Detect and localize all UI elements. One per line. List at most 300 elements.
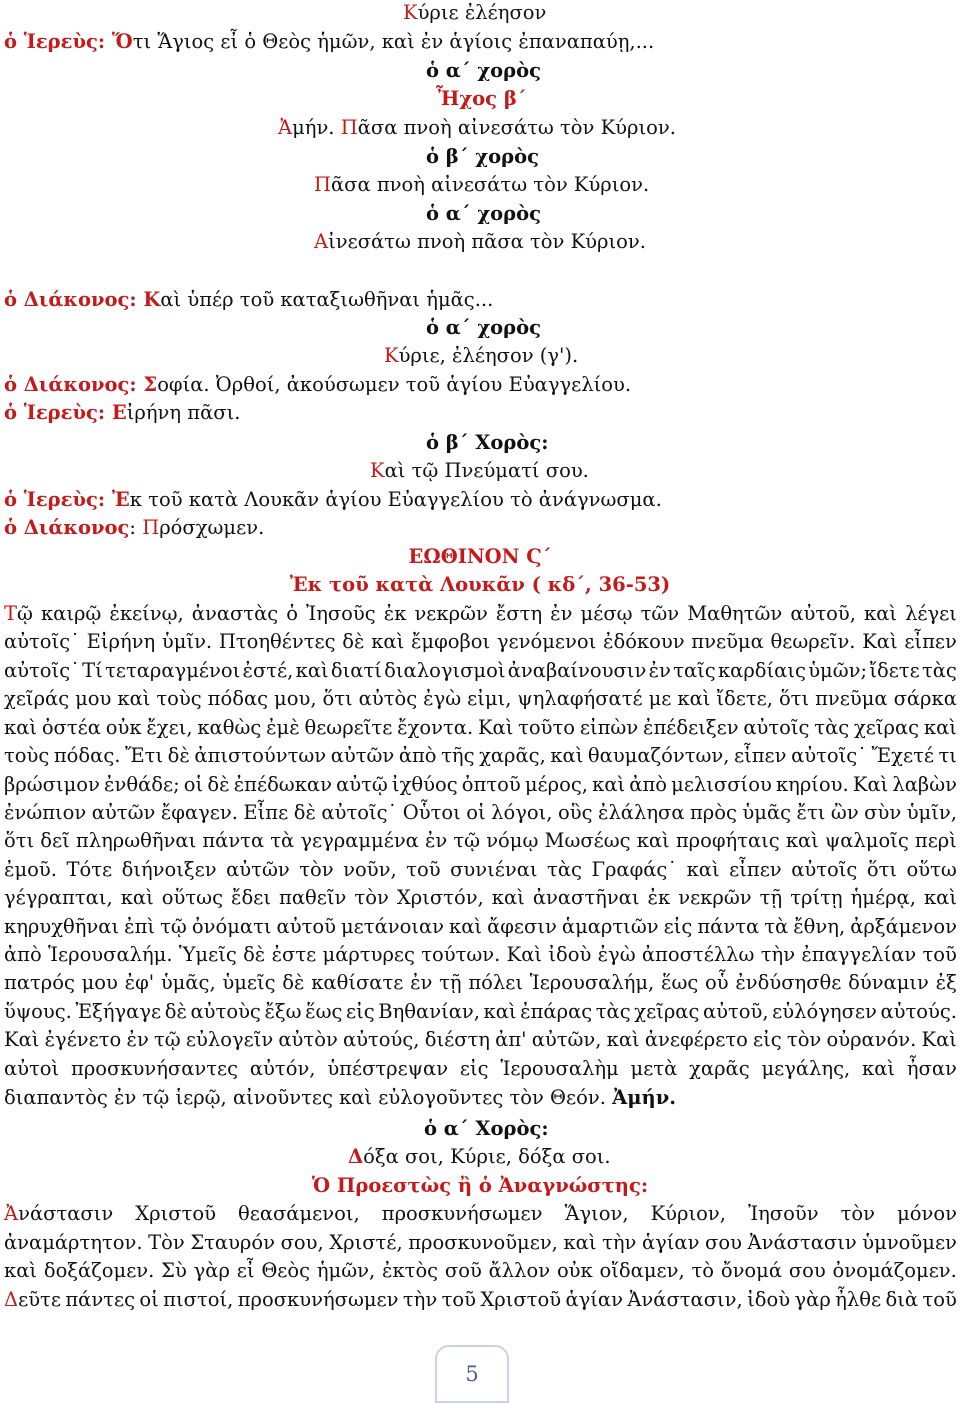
word: δὲ [293, 800, 316, 824]
word: ὑμῖν, [906, 800, 957, 824]
word: εἶπεν [904, 630, 957, 654]
word: ἀπ' [495, 1028, 527, 1052]
word: ψαλμοῖς [824, 829, 909, 853]
word: ὀπτοῦ [461, 772, 521, 796]
text-line [4, 1228, 957, 1257]
word: Οὗτοι [402, 800, 461, 824]
word: ἕως [305, 999, 343, 1023]
word: ἁμαρτιῶν [561, 914, 659, 938]
word: αὐτῶν [330, 744, 395, 768]
word: ψηλαφήσατέ [517, 687, 643, 711]
word: γὰρ [794, 1287, 831, 1311]
word: ἔθνη, [793, 914, 846, 938]
word: μεγάλης, [761, 1056, 851, 1080]
word: βρώσιμον [4, 772, 100, 796]
word: εἰς [459, 1056, 489, 1080]
word: Σταυρόν [190, 1230, 275, 1254]
word: δὲ [164, 999, 187, 1023]
word: νοῦν, [343, 857, 397, 881]
word: ἰδοὺ [548, 943, 592, 967]
text-line [4, 656, 957, 685]
word: πληρωθῆναι [75, 829, 197, 853]
text-line [4, 713, 957, 742]
word: προσκυνήσωμεν [381, 1202, 543, 1225]
word: Σὺ [161, 1259, 187, 1282]
word: τοῦ [922, 1287, 957, 1311]
word: μετὰ [630, 1056, 678, 1080]
red-initial: Ἀ [4, 1202, 19, 1225]
word: ἡμῶν, [316, 1259, 376, 1282]
word: τὰς [921, 658, 957, 682]
text: ύριε, ἐλέησον (γ'). [398, 344, 579, 367]
word: πόλει [468, 971, 523, 995]
speaker-label: ὁ Ἱερεὺς: Ε [4, 401, 127, 424]
text-line [4, 826, 957, 855]
text-line [4, 1256, 957, 1285]
word: αὐτούς, [342, 1028, 420, 1052]
chorus-a-heading: ὁ α΄ χορὸς [426, 202, 542, 225]
word: ταῖς [673, 658, 716, 682]
word: ἐπάρας [520, 999, 593, 1023]
word: ὑμνοῦμεν [862, 1230, 957, 1254]
word: οὐκ [556, 1259, 593, 1282]
word: κηρίου. [775, 772, 849, 796]
red-initial: Δ [348, 1145, 364, 1168]
word: μετάνοιαν [341, 914, 444, 938]
word: πόδας [207, 687, 269, 711]
word: Τότε [66, 857, 113, 881]
word: ἔδει [231, 886, 271, 910]
word: ὑμᾶς, [160, 971, 216, 995]
word: ἔστη [495, 602, 543, 625]
word: ἐστε [271, 943, 317, 967]
chorus-a-heading: ὁ α΄ χορὸς [426, 316, 542, 339]
word: ἐκ [383, 602, 407, 625]
word: ἐνώπιον [4, 800, 87, 824]
word: καὶ [606, 1028, 640, 1052]
word: τὸν [786, 1028, 822, 1052]
word: τὴν [402, 1287, 438, 1311]
word: τούτων. [421, 943, 501, 967]
word: αὐτοῦ [276, 914, 336, 938]
word: καὶ [4, 1259, 38, 1282]
red-initial: Π [340, 116, 358, 139]
word: πάντα [202, 829, 265, 853]
word: οἴδαμεν, [599, 1259, 685, 1282]
word: προσκυνοῦμεν, [408, 1230, 558, 1254]
word: ἁγίαν [565, 1287, 623, 1311]
word: Ἅγιον, [564, 1202, 629, 1225]
word: Εἶπε [243, 800, 289, 824]
word: πόδας. [53, 744, 121, 768]
word: Χριστοῦ [135, 1202, 216, 1225]
speaker-label: ὁ Ἱερεὺς: Ἐ [4, 488, 130, 511]
deacon-line-1 [4, 285, 493, 314]
word: ἐμοῦ. [4, 857, 57, 881]
word: ὁ [286, 602, 298, 625]
word: σου [788, 1259, 826, 1282]
word: τοῦ [406, 857, 441, 881]
red-initial: Κ [403, 1, 418, 24]
word: Εἰρήνη [86, 630, 156, 654]
word: Ἀνάστασιν [747, 1230, 857, 1254]
word: δὲ [243, 943, 266, 967]
text: αὶ τῷ Πνεύματί σου. [384, 459, 589, 482]
word: ἦσαν [906, 1056, 957, 1080]
word: πιστοί, [163, 1287, 234, 1311]
word: τὰ [764, 914, 789, 938]
red-initial: Π [142, 516, 160, 539]
word: καὶ [864, 602, 898, 625]
text-line [4, 912, 957, 941]
page-number-box [435, 1345, 509, 1403]
word: Ἰησοῦν [747, 1202, 819, 1225]
word: Καὶ [4, 1028, 40, 1052]
word: τοὺς [4, 744, 50, 768]
word: αὐτοὶ [4, 1056, 60, 1080]
word: αὐτοῖς˙ [321, 800, 398, 824]
word: ἐλάλησα [597, 800, 685, 824]
word: θεωρεῖν. [770, 630, 856, 654]
gospel-reference: Ἐκ τοῦ κατὰ Λουκᾶν ( κδ΄, 36-53) [289, 573, 671, 596]
word: προσκυνήσωμεν [237, 1287, 399, 1311]
word: πάντα [697, 914, 760, 938]
word: χεῖρας [634, 999, 700, 1023]
word: ἐδόκουν [602, 630, 685, 654]
priest-line-3 [4, 485, 662, 514]
word: τῇ [759, 886, 783, 910]
word: ἀπὸ [629, 772, 668, 796]
word: μόνον [897, 1202, 957, 1225]
text-line [4, 1054, 957, 1083]
word: τοὺς [156, 687, 202, 711]
word: ἴδετε, [716, 687, 773, 711]
word: ἐν [550, 602, 573, 625]
word: ὑπέστρεψαν [327, 1056, 449, 1080]
word: αὐτῷ [336, 772, 388, 796]
word: δὲ [282, 971, 305, 995]
word: Κύριον, [650, 1202, 726, 1225]
word: τοῦ [441, 1287, 476, 1311]
word: σοῦ [444, 1259, 482, 1282]
word: καὶ [483, 999, 517, 1023]
word: καὶ [117, 687, 151, 711]
word: ὑμῖν. [161, 630, 213, 654]
word: οἱ [139, 1287, 159, 1311]
word: ἐφ' [124, 971, 155, 995]
word: ἐπέδωκαν [233, 772, 332, 796]
word: Βηθανίαν, [378, 999, 480, 1023]
text: μήν. [292, 116, 341, 139]
word: ἁγίαν [641, 1230, 700, 1254]
word: εἰς [753, 1028, 782, 1052]
text-line [4, 741, 957, 770]
word: ἐκείνῳ, [109, 602, 184, 625]
word: Καὶ [506, 943, 543, 967]
word: οὗ [705, 971, 729, 995]
word: τι [938, 744, 957, 768]
pasa-pnoi-line [314, 170, 649, 199]
word: καὶ [677, 687, 711, 711]
word: ἔφαγεν. [160, 800, 238, 824]
word: Ἔτι [125, 744, 164, 768]
priest-line-1 [4, 27, 654, 56]
text-line [4, 1025, 957, 1054]
red-initial: Α [314, 230, 329, 253]
word: τὸν [354, 886, 389, 910]
word: Ἰησοῦς [306, 602, 376, 625]
word: καὶ [785, 829, 819, 853]
word: Ἀνάστασιν, [627, 1287, 743, 1311]
word: καὶ [4, 715, 38, 739]
word: εἰς [663, 914, 693, 938]
red-initial: Κ [370, 459, 385, 482]
word: Καὶ [921, 1028, 957, 1052]
red-initial: Π [314, 173, 332, 196]
word: καὶ [449, 914, 483, 938]
word: ὅτι [866, 857, 898, 881]
word: οὕτω [906, 857, 957, 881]
word: δεῖ [40, 829, 70, 853]
deacon-line-3 [4, 513, 264, 542]
red-initial: Κ [384, 344, 399, 367]
word: καὶ [923, 886, 957, 910]
word: εἶπεν [733, 744, 787, 768]
word: αὐτοῖς [743, 715, 810, 739]
word: ἀποστέλλω [641, 943, 755, 967]
word: δοξάζομεν. [43, 1259, 155, 1282]
word: αὐτῶν [226, 857, 290, 881]
text: ρόσχωμεν. [159, 516, 265, 539]
word: καὶ [120, 886, 154, 910]
word: καὶ [550, 744, 584, 768]
word: οἱ [183, 772, 204, 796]
word: τρίτῃ [790, 886, 843, 910]
word: τῷ [453, 829, 481, 853]
word: γὰρ [193, 1259, 230, 1282]
word: πνεῦμα [815, 687, 888, 711]
word: τεταραγμένοι [105, 658, 241, 682]
word: ἔτι [796, 800, 826, 824]
text: ἰνεσάτω πνοὴ πᾶσα τὸν Κύριον. [328, 230, 646, 253]
text-line [4, 684, 957, 713]
word: ἐν [126, 1028, 149, 1052]
word: καρδίαις [717, 658, 806, 682]
word: Δεῦτε [4, 1287, 61, 1311]
word: πνεῦμα [691, 630, 764, 654]
word: γέγραπται, [4, 886, 113, 910]
word: θεασάμενοι, [237, 1202, 360, 1225]
word: χαρᾶς, [479, 744, 546, 768]
word: ἡμέρᾳ, [850, 886, 916, 910]
text-line [4, 627, 957, 656]
text: ἰρήνη πᾶσι. [126, 401, 241, 424]
word: περὶ [914, 829, 957, 853]
word: εἰς [346, 999, 375, 1023]
word: ἀπιστούντων [194, 744, 327, 768]
word: αὐτῶν [91, 800, 156, 824]
word: διέστη [424, 1028, 490, 1052]
word: Μαθητῶν [687, 602, 783, 625]
word: Μωσέως [544, 829, 631, 853]
word: μάρτυρες [322, 943, 415, 967]
word: Ἐξήγαγε [75, 999, 162, 1023]
word: ἔχοντα. [397, 715, 474, 739]
word: νεκρῶν [678, 886, 752, 910]
word: αὐτοῦ, [790, 602, 856, 625]
word: αὐτοῦ, [702, 999, 769, 1023]
word: τῇ [439, 971, 462, 995]
word: Χριστόν, [396, 886, 484, 910]
word: κηρυχθῆναι [4, 914, 120, 938]
red-initial: Δ [4, 1287, 19, 1311]
word: ἐγὼ [423, 687, 462, 711]
word: καὶ [862, 1056, 896, 1080]
echos-heading: Ἦχος β΄ [436, 87, 527, 110]
word: Τί [82, 658, 103, 682]
word: εἰμι, [467, 687, 512, 711]
word: λαβὼν [892, 772, 957, 796]
text: διαπαντὸς ἐν τῷ ἱερῷ, αἰνοῦντες καὶ εὐλογοῦντες τὸν Θεόν. [4, 1086, 606, 1109]
text-line [4, 855, 957, 884]
word: ἐν [424, 829, 448, 853]
word: διατί [330, 658, 382, 682]
word: τὰς [595, 999, 631, 1023]
word: τὸ [691, 1259, 715, 1282]
word: μέσῳ [580, 602, 633, 625]
word: ἐκτὸς [382, 1259, 439, 1282]
ainesato-line [314, 227, 646, 256]
word: ἐστέ, [242, 658, 294, 682]
word: ὕψους. [4, 999, 72, 1023]
word: ἦλθε [835, 1287, 882, 1311]
text: ᾶσα πνοὴ αἰνεσάτω τὸν Κύριον. [357, 116, 676, 139]
word: μέρος, [524, 772, 588, 796]
word: αὐτοῖς [791, 857, 858, 881]
word: Τὸν [148, 1230, 185, 1254]
word: Καὶ [477, 715, 514, 739]
text-line [4, 1199, 957, 1228]
word: ἰχθύος [391, 772, 458, 796]
chorus-a-heading: ὁ α΄ χορὸς [426, 59, 542, 82]
word: σου [705, 1230, 742, 1254]
word: τῷ [154, 1028, 181, 1052]
word: ἐμὲ [266, 715, 300, 739]
word: ἔξω [264, 999, 302, 1023]
text: οφία. Ὀρθοί, ἀκούσωμεν τοῦ ἁγίου Εὐαγγελίου. [157, 373, 632, 396]
word: διὰ [885, 1287, 919, 1311]
text-line [4, 599, 957, 628]
word: ἐν [410, 971, 433, 995]
word: προφήταις [675, 829, 780, 853]
word: ἀναμάρτητον. [4, 1230, 143, 1254]
proestos-heading: Ὁ Προεστὼς ἢ ὁ Ἀναγνώστης: [311, 1174, 649, 1197]
text-line [4, 1285, 957, 1314]
word: σὺν [864, 800, 902, 824]
word: εἶ [236, 1259, 255, 1282]
word: τὰς [547, 857, 582, 881]
chorus-a-heading: ὁ α΄ Χορὸς: [424, 1117, 549, 1140]
word: ὑμεῖς [222, 971, 276, 995]
word: ὀνόματι [191, 914, 272, 938]
word: ἀπὸ [398, 744, 437, 768]
kai-to-pneumati-line [370, 456, 589, 485]
text: κ τοῦ κατὰ Λουκᾶν ἁγίου Εὐαγγελίου τὸ ἀνάγνωσμα. [129, 488, 662, 511]
word: δὲ [207, 772, 230, 796]
page-number: 5 [465, 1362, 479, 1386]
word: αὐτοῖς˙ [4, 658, 80, 682]
text: : [129, 516, 143, 539]
word: Καὶ [862, 630, 898, 654]
word: τὰ [270, 829, 295, 853]
word: Ἀνάστασιν [4, 1202, 114, 1225]
word: ἀνεφέρετο [644, 1028, 748, 1052]
word: λόγοι, [491, 800, 553, 824]
word: λέγει [905, 602, 957, 625]
word: καιρῷ [40, 602, 102, 625]
word: Ἱερουσαλὴμ [500, 1056, 619, 1080]
word: γενόμενοι [496, 630, 597, 654]
word: καὶ [923, 715, 957, 739]
text: αὶ ὑπέρ τοῦ καταξιωθῆναι ἡμᾶς... [160, 288, 494, 311]
word: ὄνομά [720, 1259, 783, 1282]
word: εὐλόγησεν [772, 999, 877, 1023]
word: ἐξ [935, 971, 957, 995]
word: ἄλλον [488, 1259, 551, 1282]
eothinon-title: ΕΩΘΙΝΟΝ Ϛ΄ [408, 545, 552, 568]
word: μου [81, 971, 118, 995]
word: ἄφεσιν [487, 914, 557, 938]
word: δὲ [167, 744, 190, 768]
word: καθίσατε [311, 971, 404, 995]
word: τὰς [814, 715, 850, 739]
amin-bold: Ἀμήν. [612, 1086, 677, 1109]
amin-line [278, 113, 676, 142]
red-initial: Τ [4, 602, 18, 625]
word: ἕως [660, 971, 699, 995]
word: δύναμιν [848, 971, 929, 995]
word: σάρκα [893, 687, 957, 711]
word: ὀνομάζομεν. [832, 1259, 957, 1282]
word: ἔμφοβοι [410, 630, 491, 654]
gospel-last-line [4, 1083, 676, 1112]
priest-line-2 [4, 398, 240, 427]
text-line [4, 997, 957, 1026]
word: γεγραμμένα [300, 829, 419, 853]
word: οἱ [466, 800, 486, 824]
word: τὸν [840, 1202, 876, 1225]
word: οὓς [557, 800, 593, 824]
word: νόμῳ [486, 829, 539, 853]
word: ἀρξάμενον [850, 914, 957, 938]
word: Ἱερουσαλήμ. [48, 943, 173, 967]
word: καὶ [295, 658, 329, 682]
chorus-b-heading: ὁ β΄ χορὸς [426, 145, 539, 168]
word: Ἔχετέ [871, 744, 934, 768]
word: διήνοιξεν [121, 857, 217, 881]
word: ὅτι [322, 687, 353, 711]
word: ἐγένετο [44, 1028, 122, 1052]
word: καὶ [636, 829, 670, 853]
word: θαυμαζόντων, [587, 744, 730, 768]
speaker-label: ὁ Ἱερεὺς: Ὅ [4, 30, 133, 53]
word: Τῷ [4, 602, 33, 625]
word: θεωρεῖτε [304, 715, 393, 739]
word: μου, [274, 687, 317, 711]
word: ἀναστὰς [191, 602, 279, 625]
word: καὶ [686, 857, 720, 881]
word: παθεῖν [279, 886, 347, 910]
